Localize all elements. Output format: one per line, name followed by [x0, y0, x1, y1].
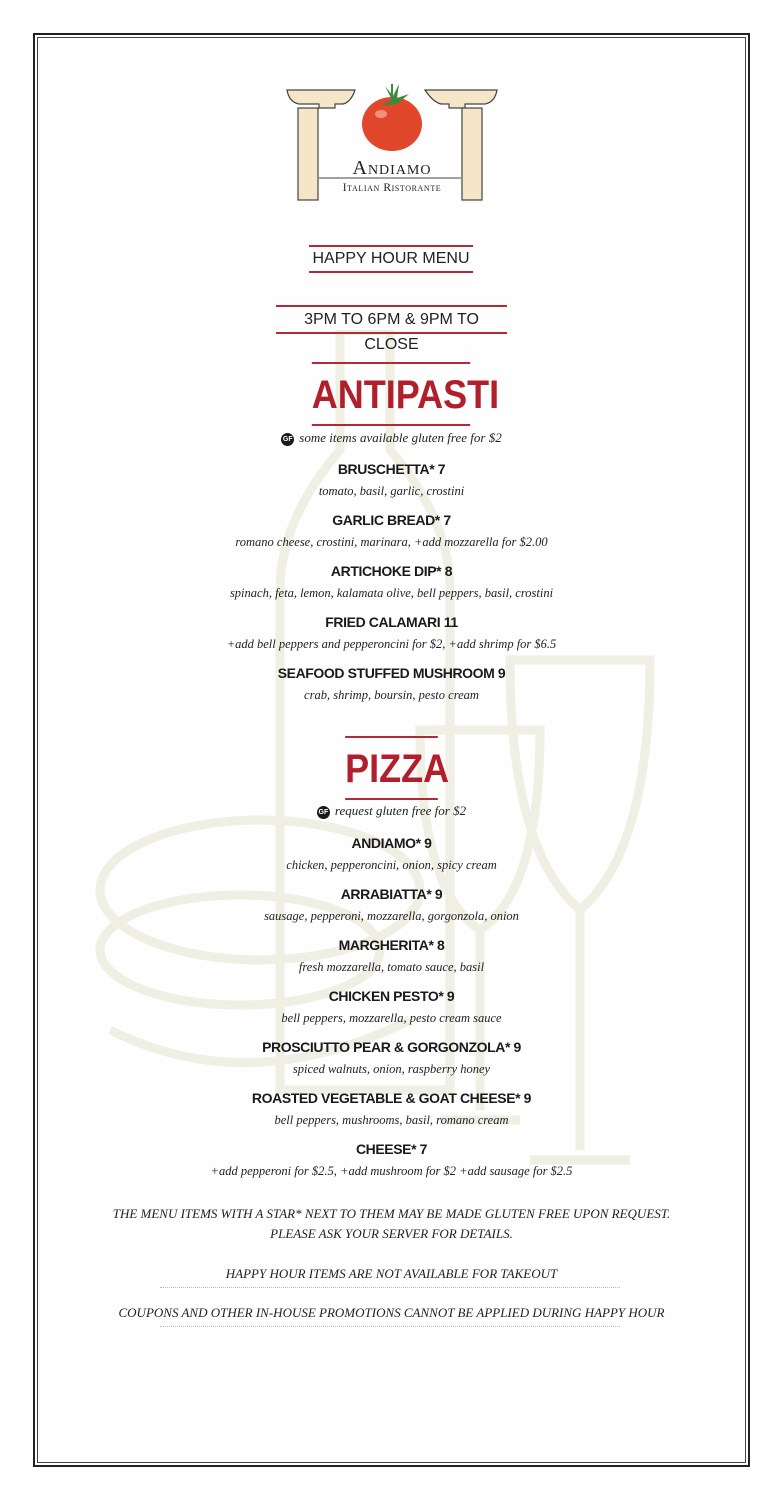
menu-item-description: spinach, feta, lemon, kalamata olive, bell peppers, basil, crostini	[229, 586, 554, 600]
menu-item	[0, 612, 783, 653]
divider	[160, 1326, 620, 1327]
menu-item-description: crab, shrimp, boursin, pesto cream	[304, 688, 479, 702]
restaurant-subtitle: Italian Ristorante	[342, 182, 442, 194]
gluten-free-note	[0, 430, 783, 446]
divider	[160, 1287, 620, 1288]
menu-item	[0, 1139, 783, 1180]
gluten-free-note-text: request gluten free for $2	[334, 803, 467, 818]
menu-item-name: GARLIC BREAD* 7	[332, 512, 451, 528]
restaurant-name: Andiamo	[352, 157, 432, 179]
menu-item-description: romano cheese, crostini, marinara, +add mozzarella for $2.00	[235, 535, 548, 549]
menu-item-description: spiced walnuts, onion, raspberry honey	[292, 1062, 491, 1076]
section-title-antipasti: ANTIPASTI	[312, 362, 470, 426]
menu-item-description: bell peppers, mozzarella, pesto cream sauce	[281, 1011, 502, 1025]
menu-item	[0, 561, 783, 602]
menu-item-name: FRIED CALAMARI 11	[325, 614, 458, 630]
menu-item-description: +add bell peppers and pepperoncini for $2, +add shrimp for $6.5	[226, 637, 557, 651]
menu-item-description: bell peppers, mushrooms, basil, romano cream	[274, 1113, 509, 1127]
gluten-free-icon: GF	[281, 433, 294, 446]
menu-item-description: fresh mozzarella, tomato sauce, basil	[298, 960, 485, 974]
menu-item	[0, 510, 783, 551]
menu-item	[0, 986, 783, 1027]
coupon-note: COUPONS AND OTHER IN-HOUSE PROMOTIONS CANNOT BE APPLIED DURING HAPPY HOUR	[118, 1305, 665, 1320]
gluten-free-note-text: some items available gluten free for $2	[299, 430, 502, 445]
menu-item	[0, 884, 783, 925]
menu-item	[0, 1037, 783, 1078]
menu-item-name: ROASTED VEGETABLE & GOAT CHEESE* 9	[251, 1090, 532, 1106]
menu-item-description: +add pepperoni for $2.5, +add mushroom for $2 +add sausage for $2.5	[210, 1164, 573, 1178]
gluten-free-note	[0, 803, 783, 819]
menu-title: HAPPY HOUR MENU	[309, 245, 473, 273]
gluten-free-star-note-line: PLEASE ASK YOUR SERVER FOR DETAILS.	[270, 1226, 513, 1241]
menu-item-description: tomato, basil, garlic, crostini	[318, 484, 465, 498]
menu-item-name: SEAFOOD STUFFED MUSHROOM 9	[277, 665, 506, 681]
menu-item	[0, 833, 783, 874]
menu-item-name: MARGHERITA* 8	[338, 937, 445, 953]
takeout-note: HAPPY HOUR ITEMS ARE NOT AVAILABLE FOR TAKEOUT	[225, 1266, 558, 1281]
menu-item	[0, 935, 783, 976]
menu-item-name: PROSCIUTTO PEAR & GORGONZOLA* 9	[262, 1039, 521, 1055]
gluten-free-star-note-line: THE MENU ITEMS WITH A STAR* NEXT TO THEM MAY BE MADE GLUTEN FREE UPON REQUEST.	[112, 1206, 671, 1221]
gluten-free-icon: GF	[317, 806, 330, 819]
restaurant-logo	[285, 82, 499, 204]
menu-item-name: CHEESE* 7	[355, 1141, 428, 1157]
menu-item-name: CHICKEN PESTO* 9	[328, 988, 455, 1004]
menu-item-name: ANDIAMO* 9	[351, 835, 432, 851]
menu-item	[0, 663, 783, 704]
gluten-free-star-note	[0, 1204, 783, 1244]
section-title-pizza: PIZZA	[345, 736, 438, 800]
happy-hour-times: 3PM TO 6PM & 9PM TO CLOSE	[276, 305, 507, 334]
menu-item-name: ARRABIATTA* 9	[340, 886, 443, 902]
menu-item-description: chicken, pepperoncini, onion, spicy cream	[286, 858, 497, 872]
menu-item-name: ARTICHOKE DIP* 8	[330, 563, 453, 579]
menu-item-description: sausage, pepperoni, mozzarella, gorgonzola, onion	[264, 909, 519, 923]
menu-item-name: BRUSCHETTA* 7	[337, 461, 446, 477]
menu-item	[0, 459, 783, 500]
menu-item	[0, 1088, 783, 1129]
